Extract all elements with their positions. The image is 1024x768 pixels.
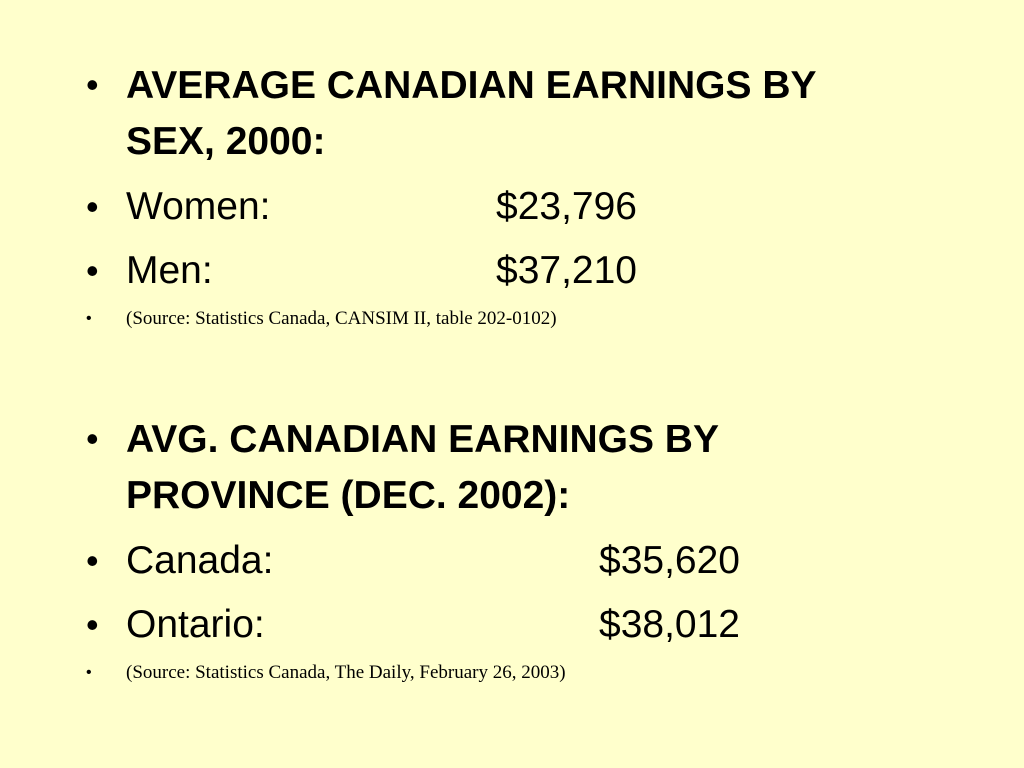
section1-heading xyxy=(126,58,817,170)
section2-source xyxy=(86,661,986,685)
section2-item-canada xyxy=(86,538,986,584)
item-women-text xyxy=(126,184,826,230)
bullet-marker: • xyxy=(86,310,92,327)
item-men-value: $37,210 xyxy=(496,249,637,292)
section1-heading-line2: SEX, 2000: xyxy=(126,120,326,163)
section1-source xyxy=(86,307,986,331)
bullet-marker: • xyxy=(86,418,99,459)
section2-item-ontario xyxy=(86,602,986,648)
section1-heading-line1: AVERAGE CANADIAN EARNINGS BY xyxy=(126,64,817,107)
section1-item-women xyxy=(86,184,986,230)
bullet-marker: • xyxy=(86,664,92,681)
bullet-marker: • xyxy=(86,186,99,227)
section2-source-text: (Source: Statistics Canada, The Daily, February 26, 2003) xyxy=(126,662,566,683)
item-men-label: Men: xyxy=(126,249,213,292)
section1-source-text: (Source: Statistics Canada, CANSIM II, table 202-0102) xyxy=(126,308,557,329)
item-canada-text xyxy=(126,538,826,584)
item-ontario-text xyxy=(126,602,826,648)
item-canada-label: Canada: xyxy=(126,539,274,582)
item-men-text xyxy=(126,248,826,294)
item-canada-value: $35,620 xyxy=(599,539,740,582)
section1-item-men xyxy=(86,248,986,294)
bullet-marker: • xyxy=(86,540,99,581)
section2-heading-line1: AVG. CANADIAN EARNINGS BY xyxy=(126,418,719,461)
section2-heading-bullet xyxy=(86,412,986,524)
section1-heading-bullet xyxy=(86,58,986,170)
item-ontario-label: Ontario: xyxy=(126,603,265,646)
item-ontario-value: $38,012 xyxy=(599,603,740,646)
bullet-marker: • xyxy=(86,604,99,645)
section2-heading-line2: PROVINCE (DEC. 2002): xyxy=(126,474,571,517)
section2-heading xyxy=(126,412,719,524)
bullet-marker: • xyxy=(86,64,99,105)
item-women-label: Women: xyxy=(126,185,271,228)
bullet-marker: • xyxy=(86,250,99,291)
item-women-value: $23,796 xyxy=(496,185,637,228)
